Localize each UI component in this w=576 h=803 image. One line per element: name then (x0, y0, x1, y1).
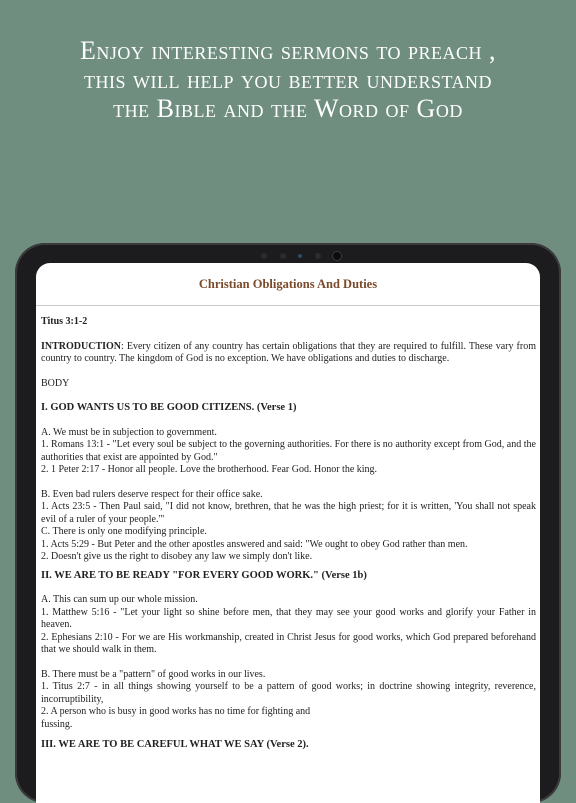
introduction-text: : Every citizen of any country has certain obligations that they are required to fulfill. These vary from country to country. The kingdom of God is no exception. We have obligations and duties to discharge. (41, 340, 536, 364)
outline-block (41, 427, 536, 477)
sensor-dot (280, 253, 286, 259)
header-bar (36, 263, 540, 306)
camera-bar (261, 251, 341, 261)
sensor-dot (315, 253, 321, 259)
tablet-frame (15, 243, 561, 803)
section-heading: III. WE ARE TO BE CAREFUL WHAT WE SAY (Verse 2). (41, 739, 309, 750)
introduction-paragraph (41, 341, 536, 366)
outline-line: 1. Titus 2:7 - in all things showing yourself to be a pattern of good works; in doctrine showing integrity, reverence, incorruptibility, (41, 681, 536, 705)
outline-line: 2. 1 Peter 2:17 - Honor all people. Love the brotherhood. Fear God. Honor the king. (41, 464, 378, 475)
promo-line-3: the Bible and the Word of God (113, 94, 463, 123)
section-heading: II. WE ARE TO BE READY "FOR EVERY GOOD WORK." (Verse 1b) (41, 569, 367, 581)
outline-line: 1. Acts 23:5 - Then Paul said, "I did not know, brethren, that he was the high priest; for it is written, 'You shall not speak evil of a ruler of your people.'" (41, 501, 536, 525)
promo-caption (0, 36, 576, 123)
outline-block (41, 489, 536, 564)
outline-block (41, 669, 536, 732)
page-title: Christian Obligations And Duties (198, 276, 378, 291)
promo-line-2: this will help you better understand (83, 65, 493, 94)
outline-line: 1. Matthew 5:16 - "Let your light so shine before men, that they may see your good works and glorify your Father in heaven. (41, 606, 536, 630)
sensor-dot (261, 253, 267, 259)
scripture-reference: Titus 3:1-2 (41, 316, 88, 327)
outline-line: B. There must be a "pattern" of good works in our lives. (41, 668, 266, 680)
outline-line: 2. A person who is busy in good works has no time for fighting and (41, 706, 311, 717)
body-label: BODY (41, 377, 70, 389)
outline-line: B. Even bad rulers deserve respect for their office sake. (41, 488, 263, 500)
outline-line: 1. Acts 5:29 - But Peter and the other apostles answered and said: "We ought to obey God rather than men. (41, 538, 468, 550)
outline-line: 2. Ephesians 2:10 - For we are His workmanship, created in Christ Jesus for good works, which God prepared beforehand that we should walk in them. (41, 631, 536, 655)
introduction-label: INTRODUCTION (41, 340, 122, 352)
sermon-content[interactable] (36, 306, 540, 752)
app-screen[interactable] (36, 263, 540, 803)
outline-line: 2. Doesn't give us the right to disobey any law we simply don't like. (41, 551, 313, 562)
outline-line: A. We must be in subjection to government. (41, 426, 217, 438)
camera-lens-icon (333, 252, 341, 260)
camera-indicator (298, 254, 302, 258)
outline-line: 1. Romans 13:1 - "Let every soul be subject to the governing authorities. For there is no authority except from God, and the authorities that exist are appointed by God." (41, 439, 536, 463)
outline-block (41, 594, 536, 657)
outline-line: fussing. (41, 718, 73, 730)
promo-line-1: Enjoy interesting sermons to preach , (79, 36, 497, 65)
section-heading: I. GOD WANTS US TO BE GOOD CITIZENS. (Verse 1) (41, 402, 297, 413)
outline-line: C. There is only one modifying principle. (41, 526, 207, 537)
outline-line: A. This can sum up our whole mission. (41, 594, 198, 605)
